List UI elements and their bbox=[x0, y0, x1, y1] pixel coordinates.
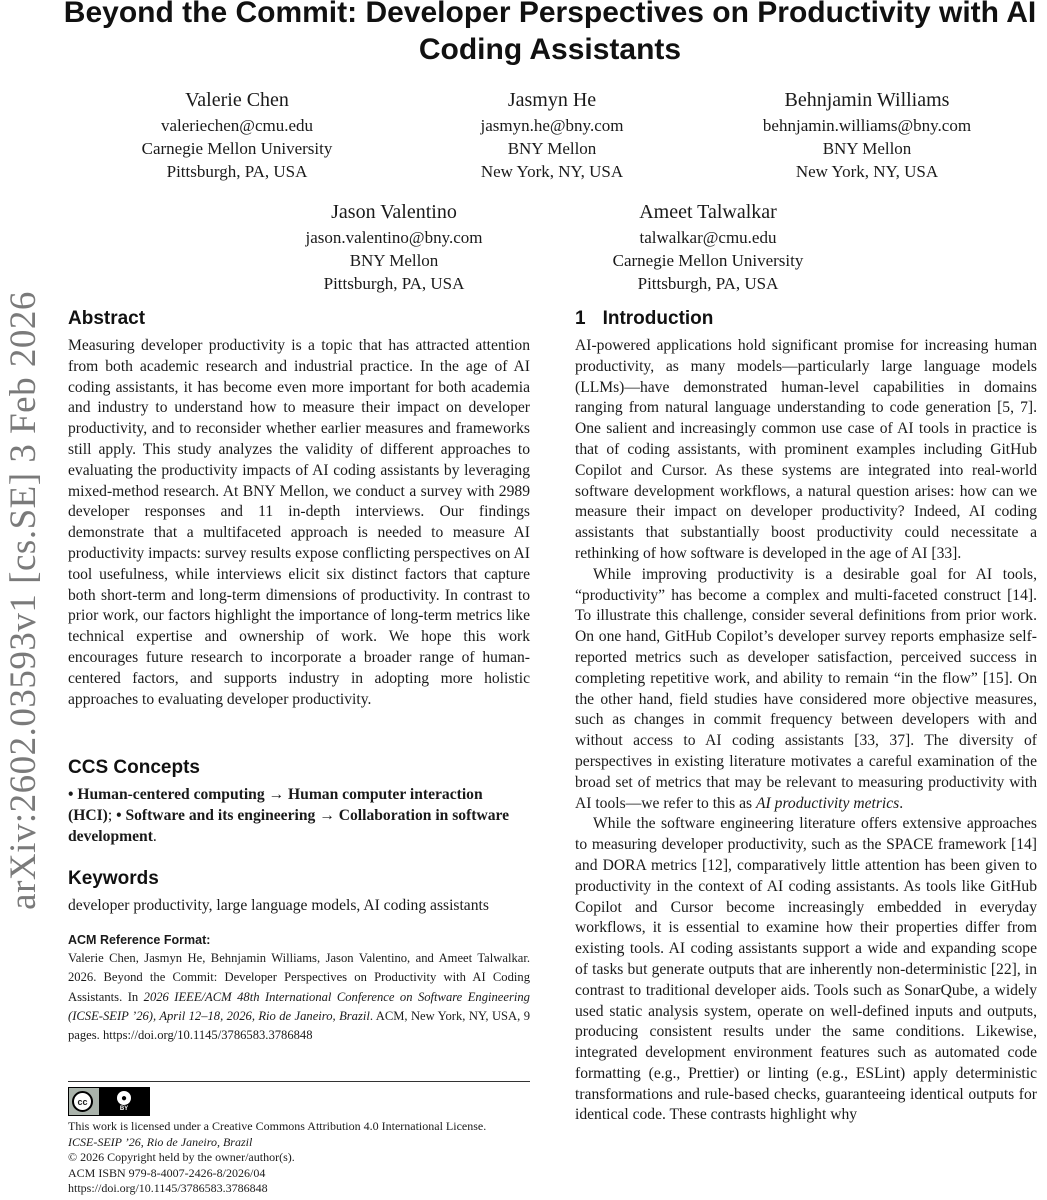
license-statement: This work is licensed under a Creative Commons Attribution 4.0 International License. bbox=[68, 1119, 487, 1133]
abstract-text: Measuring developer productivity is a topic that has attracted attention from both academic research and industrial practice. In the age of AI coding assistants, it has become even more important for both academia and industry to understand how to measure their impact on developer productivity, and to reconsider whether earlier measures and frameworks still apply. This study analyzes the validity of different approaches to evaluating the productivity impacts of AI coding assistants by leveraging mixed-method research. At BNY Mellon, we conduct a survey with 2989 developer responses and 11 in-depth interviews. Our findings demonstrate that a multifaceted approach is needed to measure AI productivity impacts: survey results expose conflicting perspectives on AI tool usefulness, while interviews elicit six distinct factors that capture both short-term and long-term dimensions of productivity. In contrast to prior work, our factors highlight the importance of long-term metrics like technical expertise and ownership of work. We hope this work encourages future research to incorporate a broader range of human-centered factors, and supports industry in adopting more holistic approaches to evaluating developer productivity. bbox=[68, 337, 530, 708]
author-block bbox=[402, 87, 702, 183]
abstract-section bbox=[68, 307, 530, 710]
author-location: Pittsburgh, PA, USA bbox=[637, 274, 779, 293]
author-affiliation: Carnegie Mellon University bbox=[141, 139, 333, 158]
abstract-heading: Abstract bbox=[68, 308, 146, 329]
author-name: Jason Valentino bbox=[331, 201, 457, 223]
isbn-line: ACM ISBN 979-8-4007-2426-8/2026/04 bbox=[68, 1165, 266, 1180]
author-name: Behnjamin Williams bbox=[784, 89, 950, 111]
author-location: New York, NY, USA bbox=[480, 162, 624, 181]
doi-link[interactable]: https://doi.org/10.1145/3786583.3786848 bbox=[68, 1181, 268, 1195]
author-email[interactable]: jasmyn.he@bny.com bbox=[480, 116, 624, 135]
arxiv-identifier: arXiv:2602.03593v1 [cs.SE] 3 Feb 2026 bbox=[2, 290, 44, 910]
author-name: Valerie Chen bbox=[185, 89, 289, 111]
ccs-heading: CCS Concepts bbox=[68, 757, 200, 778]
author-email[interactable]: valeriechen@cmu.edu bbox=[160, 116, 314, 135]
ccs-text: • Human-centered computing → Human computer interaction (HCI); • Software and its engineering → Collaboration in software development. bbox=[68, 786, 510, 845]
author-block bbox=[717, 87, 1017, 183]
keywords-heading: Keywords bbox=[68, 868, 159, 889]
intro-paragraph-2: While improving productivity is a desirable goal for AI tools, “productivity” has become a complex and multi-faceted construct [14]. To illustrate this challenge, consider several definitions from prior work. On one hand, GitHub Copilot’s developer survey reports emphasize self-reported metrics such as developer satisfaction, perceived success in completing repetitive work, and ability to remain “in the flow” [15]. On the other hand, field studies have considered more objective measures, such as changes in commit frequency between developers with and without access to AI coding assistants [33, 37]. The diversity of perspectives in existing literature motivates a careful examination of the broad set of metrics that may be relevant to measuring productivity with AI tools—we refer to this as AI productivity metrics. bbox=[575, 565, 1037, 812]
by-icon: ● BY bbox=[99, 1088, 149, 1115]
author-email[interactable]: behnjamin.williams@bny.com bbox=[762, 116, 972, 135]
author-name: Jasmyn He bbox=[507, 89, 597, 111]
acm-reference bbox=[68, 932, 530, 1045]
acm-reference-text: Valerie Chen, Jasmyn He, Behnjamin Williams, Jason Valentino, and Ameet Talwalkar. 2026. Beyond the Commit: Developer Perspectives on Productivity with AI Coding Assistants. In 2026 IEEE/ACM 48th International Conference on Software Engineering (ICSE-SEIP ’26), April 12–18, 2026, Rio de Janeiro, Brazil. ACM, New York, NY, USA, 9 pages. https://doi.org/10.1145/3786583.3786848 bbox=[68, 951, 530, 1043]
author-email[interactable]: jason.valentino@bny.com bbox=[305, 228, 483, 247]
intro-paragraph-1: AI-powered applications hold significant promise for increasing human productivity, as many models—particularly large language models (LLMs)—have demonstrated human-level capabilities in domains ranging from natural language understanding to code generation [5, 7]. One salient and increasingly common use case of AI tools in practice is that of coding assistants, with prominent examples including GitHub Copilot and Cursor. As these systems are integrated into real-world software development workflows, a natural question arises: how can we measure their impact on developer productivity? Indeed, AI coding assistants that substantially boost productivity could necessitate a rethinking of how software is developed in the age of AI [33]. bbox=[575, 337, 1037, 562]
author-affiliation: Carnegie Mellon University bbox=[612, 251, 804, 270]
acm-reference-heading: ACM Reference Format: bbox=[68, 933, 211, 947]
author-location: New York, NY, USA bbox=[795, 162, 939, 181]
author-block bbox=[244, 199, 544, 295]
author-affiliation: BNY Mellon bbox=[507, 139, 597, 158]
author-location: Pittsburgh, PA, USA bbox=[323, 274, 465, 293]
author-location: Pittsburgh, PA, USA bbox=[166, 162, 308, 181]
license-block bbox=[68, 1119, 538, 1197]
author-affiliation: BNY Mellon bbox=[822, 139, 912, 158]
keywords-section bbox=[68, 867, 530, 917]
introduction-heading: 1 Introduction bbox=[575, 308, 714, 329]
author-affiliation: BNY Mellon bbox=[349, 251, 439, 270]
author-block bbox=[558, 199, 858, 295]
author-name: Ameet Talwalkar bbox=[639, 201, 777, 223]
author-block bbox=[87, 87, 387, 183]
ccs-section bbox=[68, 756, 530, 847]
copyright-line: © 2026 Copyright held by the owner/author(s). bbox=[68, 1150, 295, 1164]
keywords-text: developer productivity, large language models, AI coding assistants bbox=[68, 897, 489, 914]
cc-by-license-badge[interactable] bbox=[68, 1087, 150, 1116]
paper-title: Beyond the Commit: Developer Perspectives on Productivity with AI Coding Assistants bbox=[63, 0, 1037, 66]
cc-icon: cc bbox=[72, 1091, 93, 1112]
intro-paragraph-3: While the software engineering literature offers extensive approaches to measuring developer productivity, such as the SPACE framework [14] and DORA metrics [12], comparatively little attention has been given to productivity in the context of AI coding assistants. As tools like GitHub Copilot and Cursor become increasingly embedded in everyday workflows, it is essential to examine how their properties differ from existing tools. AI coding assistants support a wide and expanding scope of tasks but generate outputs that are inherently non-deterministic [22], in contrast to traditional developer aids. Tools such as SonarQube, a widely used static analysis system, operate on well-defined inputs and outputs, producing consistent results under the same conditions. Likewise, integrated development environment features such as automated code formatting (e.g., Prettier) or linting (e.g., ESLint) apply deterministic transformations and rule-based checks, guaranteeing identical outputs for identical code. These contrasts highlight why bbox=[575, 815, 1037, 1124]
footnote-divider bbox=[68, 1081, 530, 1082]
introduction-section bbox=[575, 307, 1037, 1126]
author-email[interactable]: talwalkar@cmu.edu bbox=[639, 228, 777, 247]
conference-line: ICSE-SEIP ’26, Rio de Janeiro, Brazil bbox=[68, 1134, 253, 1149]
